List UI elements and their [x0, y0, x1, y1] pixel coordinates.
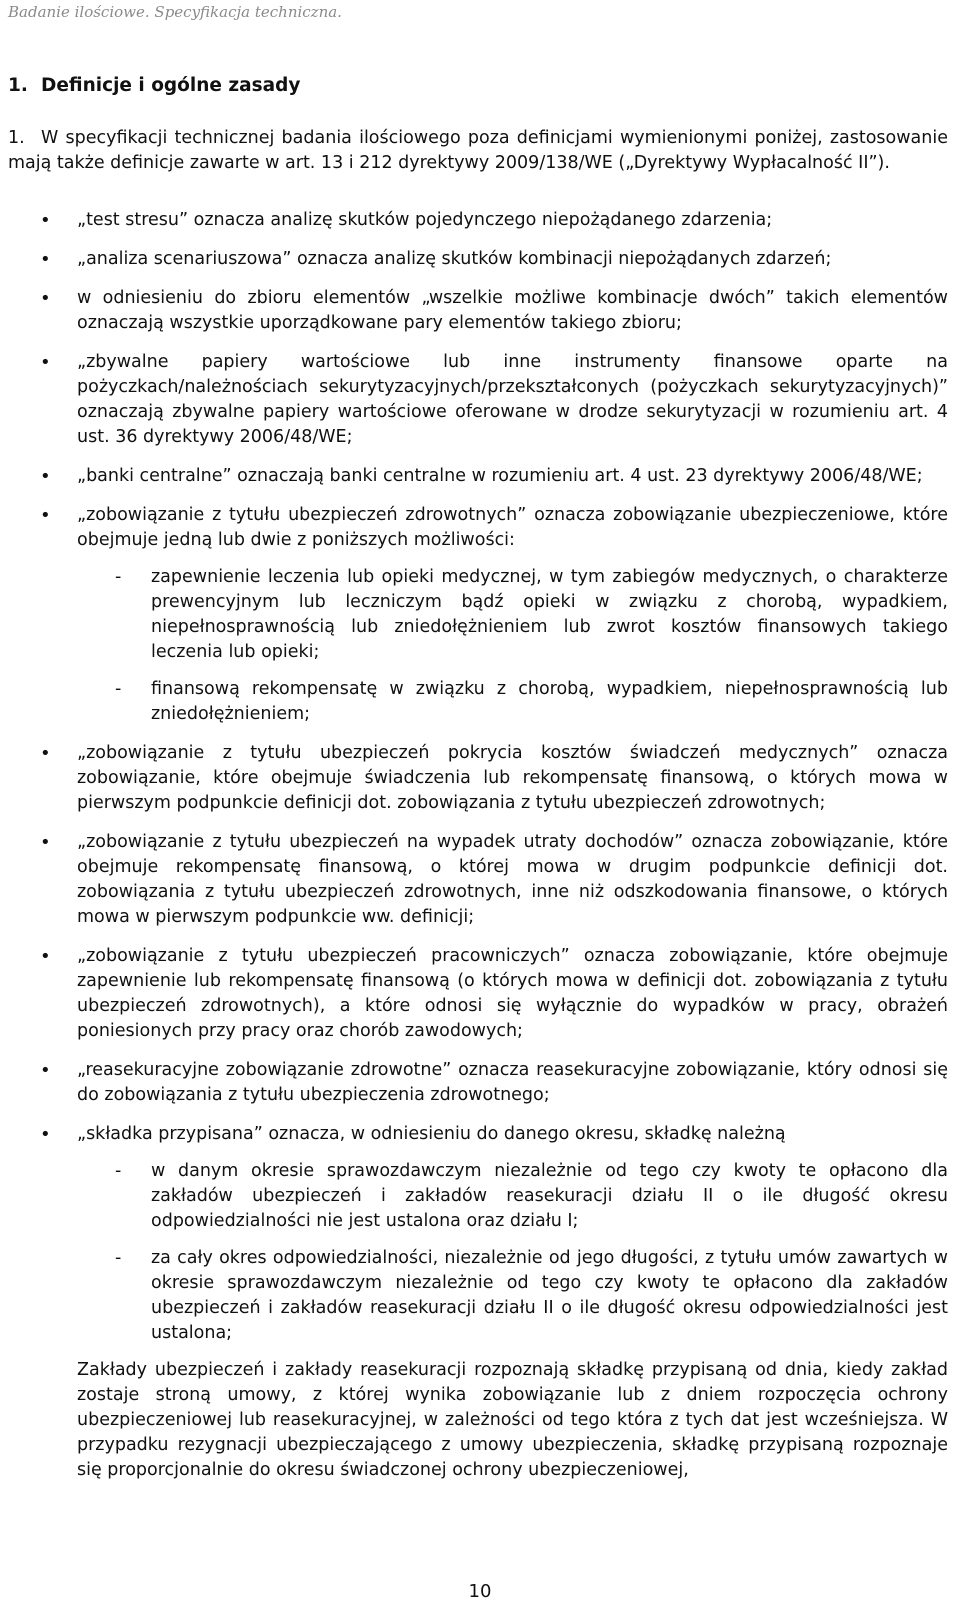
- list-item: [8, 286, 948, 336]
- definition-text: „składka przypisana” oznacza, w odniesieniu do danego okresu, składkę należną: [77, 1124, 786, 1144]
- list-item: [8, 503, 948, 553]
- definition-text: w odniesieniu do zbioru elementów „wszelkie możliwe kombinacje dwóch” takich elementów oznaczają wszystkie uporządkowane pary elementów takiego zbioru;: [77, 288, 948, 333]
- bullet: •: [40, 946, 51, 967]
- bullet: •: [40, 288, 51, 309]
- premium-group: [8, 1122, 948, 1483]
- bullet: •: [40, 466, 51, 487]
- dash-marker: -: [115, 1248, 122, 1268]
- definition-text: „banki centralne” oznaczają banki centralne w rozumieniu art. 4 ust. 23 dyrektywy 2006/48/WE;: [77, 466, 923, 486]
- bullet: •: [40, 832, 51, 853]
- running-header: Badanie ilościowe. Specyfikacja techniczna.: [8, 3, 342, 21]
- subitem-text: w danym okresie sprawozdawczym niezależnie od tego czy kwoty te opłacono dla zakładów ubezpieczeń i zakładów reasekuracji działu II o ile długość okresu odpowiedzialności nie jest ustalona oraz działu I;: [151, 1161, 948, 1231]
- list-item: [8, 350, 948, 450]
- list-item: [8, 830, 948, 930]
- subitem-text: finansową rekompensatę w związku z chorobą, wypadkiem, niepełnosprawnością lub zniedołężnieniem;: [151, 679, 948, 724]
- bullet: •: [40, 210, 51, 231]
- section-heading: [8, 74, 300, 98]
- section-number: 1.: [8, 75, 28, 96]
- sub-list-item: [8, 565, 948, 665]
- definitions-list: [8, 208, 948, 1497]
- sub-list-item: [8, 1246, 948, 1346]
- section-title: Definicje i ogólne zasady: [41, 75, 301, 96]
- definition-text: „analiza scenariuszowa” oznacza analizę skutków kombinacji niepożądanych zdarzeń;: [77, 249, 832, 269]
- dash-marker: -: [115, 679, 122, 699]
- sub-list-item: [8, 1159, 948, 1234]
- definition-text: „zobowiązanie z tytułu ubezpieczeń na wypadek utraty dochodów” oznacza zobowiązanie, które obejmuje rekompensatę finansową, o której mowa w drugim podpunkcie definicji dot. zobowiązania z tytułu ubezpieczeń zdrowotnych, inne niż odszkodowania finansowe, o których mowa w pierwszym podpunkcie ww. definicji;: [77, 832, 948, 927]
- subitem-text: za cały okres odpowiedzialności, niezależnie od jego długości, z tytułu umów zawartych w okresie sprawozdawczym niezależnie od tego czy kwoty te opłacono dla zakładów ubezpieczeń i zakładów reasekuracji działu II o ile długość okresu odpowiedzialności jest ustalona;: [151, 1248, 948, 1343]
- bullet: •: [40, 743, 51, 764]
- bullet: •: [40, 249, 51, 270]
- list-item: [8, 247, 948, 272]
- intro-text: W specyfikacji technicznej badania ilościowego poza definicjami wymienionymi poniżej, zastosowanie mają także definicje zawarte w art. 13 i 212 dyrektywy 2009/138/WE („Dyrektywy Wypłacalność II”).: [8, 128, 948, 173]
- list-item: [8, 1122, 948, 1147]
- list-item: [8, 741, 948, 816]
- definition-text: „zobowiązanie z tytułu ubezpieczeń zdrowotnych” oznacza zobowiązanie ubezpieczeniowe, które obejmuje jedną lub dwie z poniższych możliwości:: [77, 505, 948, 550]
- bullet: •: [40, 352, 51, 373]
- definition-text: „zobowiązanie z tytułu ubezpieczeń pokrycia kosztów świadczeń medycznych” oznacza zobowiązanie, które obejmuje świadczenia lub rekompensatę finansową, o których mowa w pierwszym podpunkcie definicji dot. zobowiązania z tytułu ubezpieczeń zdrowotnych;: [77, 743, 948, 813]
- intro-paragraph: [8, 126, 948, 176]
- page-number: 10: [468, 1581, 492, 1602]
- subitem-text: zapewnienie leczenia lub opieki medycznej, w tym zabiegów medycznych, o charakterze prewencyjnym lub leczniczym bądź opieki w związku z chorobą, wypadkiem, niepełnosprawnością lub zniedołężnieniem lub zwrot kosztów finansowych takiego leczenia lub opieki;: [151, 567, 948, 662]
- list-item: [8, 1058, 948, 1108]
- dash-marker: -: [115, 567, 122, 587]
- health-obligation-group: [8, 503, 948, 727]
- definition-text: „zobowiązanie z tytułu ubezpieczeń pracowniczych” oznacza zobowiązanie, które obejmuje zapewnienie lub rekompensatę finansową (o których mowa w definicji dot. zobowiązania z tytułu ubezpieczeń zdrowotnych), a które odnosi się wyłącznie do wypadków w pracy, obrażeń poniesionych przy pracy oraz chorób zawodowych;: [77, 946, 948, 1041]
- list-item: [8, 464, 948, 489]
- bullet: •: [40, 1124, 51, 1145]
- definition-text: „reasekuracyjne zobowiązanie zdrowotne” oznacza reasekuracyjne zobowiązanie, który odnosi się do zobowiązania z tytułu ubezpieczenia zdrowotnego;: [77, 1060, 948, 1105]
- bullet: •: [40, 505, 51, 526]
- sub-list-item: [8, 677, 948, 727]
- definition-text: „test stresu” oznacza analizę skutków pojedynczego niepożądanego zdarzenia;: [77, 210, 773, 230]
- bullet: •: [40, 1060, 51, 1081]
- definition-text: „zbywalne papiery wartościowe lub inne instrumenty finansowe oparte na pożyczkach/należnościach sekurytyzacyjnych/przekształconych (pożyczkach sekurytyzacyjnych)” oznaczają zbywalne papiery wartościowe oferowane w drodze sekurytyzacji w rozumieniu art. 4 ust. 36 dyrektywy 2006/48/WE;: [77, 352, 948, 447]
- dash-marker: -: [115, 1161, 122, 1181]
- intro-number: 1.: [8, 128, 25, 148]
- list-item: [8, 944, 948, 1044]
- premium-closing-paragraph: Zakłady ubezpieczeń i zakłady reasekuracji rozpoznają składkę przypisaną od dnia, kiedy zakład zostaje stroną umowy, z której wynika zobowiązanie lub z dniem rozpoczęcia ochrony ubezpieczeniowej lub reasekuracyjnej, w zależności od tego która z tych dat jest wcześniejsza. W przypadku rezygnacji ubezpieczającego z umowy ubezpieczenia, składkę przypisaną rozpoznaje się proporcjonalnie do okresu świadczonej ochrony ubezpieczeniowej,: [77, 1360, 948, 1480]
- list-item: [8, 208, 948, 233]
